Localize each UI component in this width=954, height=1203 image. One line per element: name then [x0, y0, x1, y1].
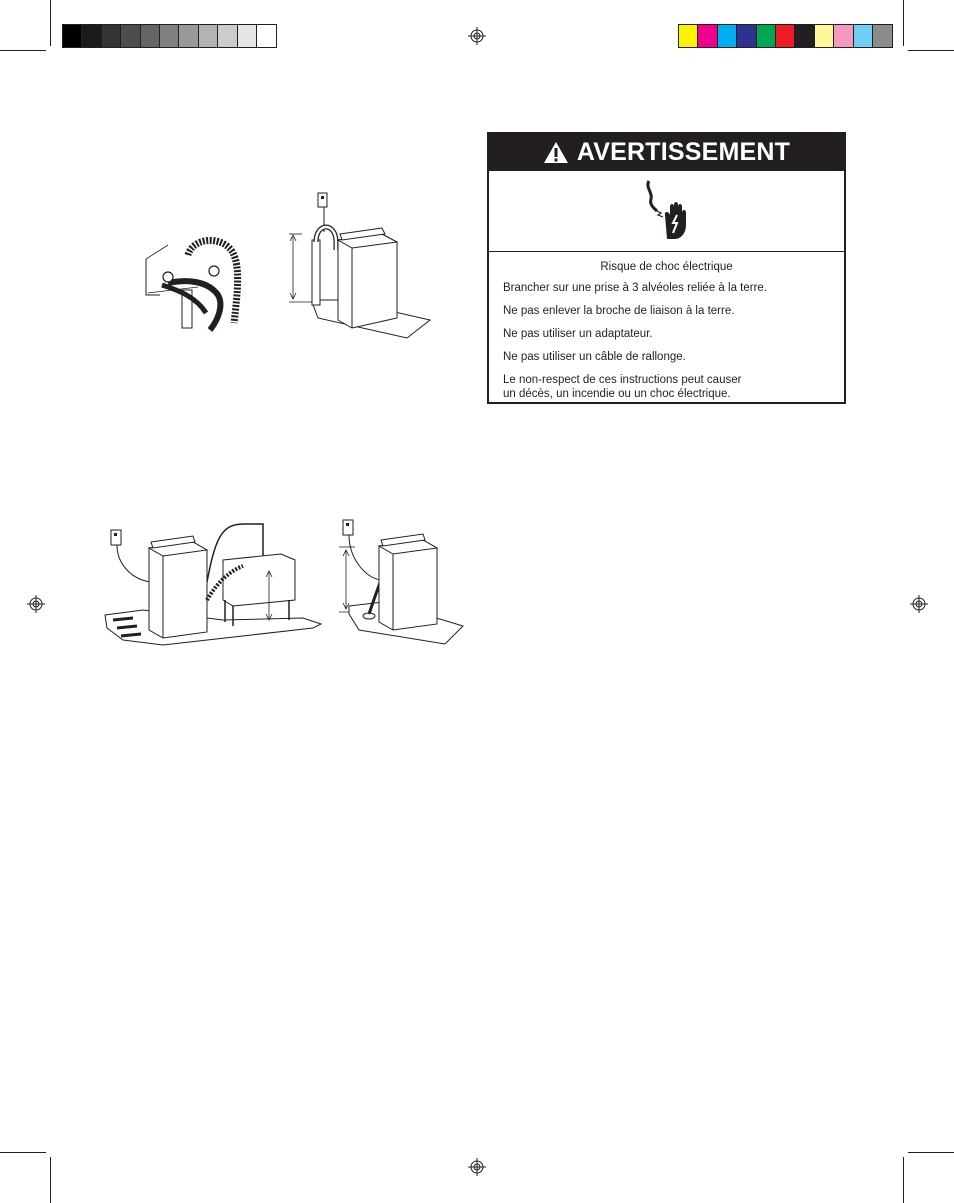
- registration-mark-icon: [468, 27, 486, 45]
- warning-consequence: [503, 373, 844, 401]
- crop-mark: [0, 1152, 46, 1153]
- color-swatch: [698, 25, 717, 47]
- color-swatch: [218, 25, 237, 47]
- color-swatch: [160, 25, 179, 47]
- electrical-shock-warning-box: [487, 132, 846, 404]
- standpipe-washer-illustration: [282, 190, 434, 340]
- color-swatch: [795, 25, 814, 47]
- color-swatch: [815, 25, 834, 47]
- crop-mark: [908, 50, 954, 51]
- warning-consequence-line: un décès, un incendie ou un choc électrique.: [503, 388, 731, 400]
- hazard-heading: Risque de choc électrique: [600, 261, 733, 273]
- electric-shock-hand-icon: [643, 179, 691, 243]
- color-swatch: [757, 25, 776, 47]
- color-swatch: [238, 25, 257, 47]
- color-swatch: [63, 25, 82, 47]
- color-swatch: [199, 25, 218, 47]
- warning-instruction: Ne pas utiliser un adaptateur.: [503, 328, 653, 340]
- color-swatch: [737, 25, 756, 47]
- warning-consequence-line: Le non-respect de ces instructions peut causer: [503, 374, 742, 386]
- crop-mark: [50, 0, 51, 46]
- floor-drain-illustration: [335, 518, 465, 646]
- color-swatch: [82, 25, 101, 47]
- registration-mark-icon: [468, 1158, 486, 1176]
- crop-mark: [0, 50, 46, 51]
- crop-mark: [50, 1157, 51, 1203]
- warning-title: AVERTISSEMENT: [576, 138, 791, 166]
- registration-mark-icon: [910, 595, 928, 613]
- color-swatch: [873, 25, 892, 47]
- crop-mark: [903, 0, 904, 46]
- laundry-tub-illustration: [103, 520, 325, 650]
- color-swatch: [834, 25, 853, 47]
- color-swatch: [141, 25, 160, 47]
- warning-instruction: Ne pas enlever la broche de liaison à la terre.: [503, 305, 735, 317]
- warning-header: [489, 134, 844, 171]
- warning-triangle-icon: [543, 141, 569, 164]
- hazard-symbol-area: [489, 171, 844, 252]
- color-swatch: [257, 25, 276, 47]
- color-swatch: [179, 25, 198, 47]
- color-swatch: [718, 25, 737, 47]
- color-calibration-bar: [678, 24, 893, 48]
- warning-instruction: Brancher sur une prise à 3 alvéoles reliée à la terre.: [503, 282, 768, 294]
- standpipe-connection-illustration: [138, 235, 253, 335]
- grayscale-calibration-bar: [62, 24, 277, 48]
- crop-mark: [908, 1152, 954, 1153]
- warning-instruction: Ne pas utiliser un câble de rallonge.: [503, 351, 686, 363]
- color-swatch: [102, 25, 121, 47]
- color-swatch: [121, 25, 140, 47]
- color-swatch: [854, 25, 873, 47]
- color-swatch: [776, 25, 795, 47]
- registration-mark-icon: [27, 595, 45, 613]
- color-swatch: [679, 25, 698, 47]
- crop-mark: [903, 1157, 904, 1203]
